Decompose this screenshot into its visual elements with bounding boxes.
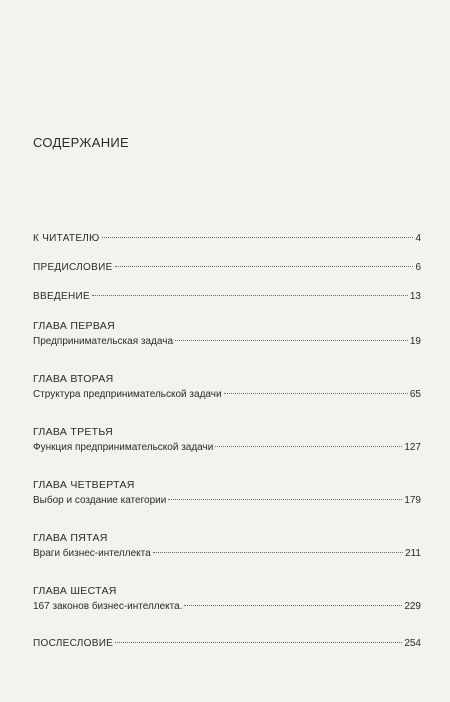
- dot-leader: [115, 642, 402, 643]
- toc-line: [33, 547, 421, 560]
- toc-entry-label: Структура предпринимательской задачи: [33, 389, 222, 400]
- toc-page-number: 19: [409, 336, 421, 347]
- dot-leader: [175, 340, 408, 341]
- toc-page-number: 4: [415, 233, 421, 244]
- dot-leader: [168, 499, 402, 500]
- toc-entry-chapter-4: [33, 478, 421, 507]
- toc-page-number: 65: [409, 389, 421, 400]
- toc-entry-label: Функция предпринимательской задачи: [33, 442, 214, 453]
- toc-entry-chapter-6: [33, 584, 421, 613]
- toc-entry-introduction: [33, 290, 421, 303]
- toc-entry-label: Враги бизнес-интеллекта: [33, 548, 151, 559]
- toc-page-number: 127: [404, 442, 421, 453]
- dot-leader: [102, 237, 414, 238]
- toc-line: [33, 600, 421, 613]
- toc-entry-label: Выбор и создание категории: [33, 495, 167, 506]
- toc-entry-chapter-3: [33, 425, 421, 454]
- toc-entry-label: ПРЕДИСЛОВИЕ: [33, 262, 113, 273]
- toc-entry-chapter-5: [33, 531, 421, 560]
- chapter-heading: ГЛАВА ПЕРВАЯ: [33, 320, 115, 332]
- dot-leader: [224, 393, 408, 394]
- dot-leader: [215, 446, 402, 447]
- toc-line: [33, 637, 421, 650]
- dot-leader: [184, 605, 402, 606]
- toc-page-number: 211: [405, 548, 421, 559]
- chapter-heading: ГЛАВА ШЕСТАЯ: [33, 585, 117, 597]
- toc-entry-label: К ЧИТАТЕЛЮ: [33, 233, 100, 244]
- toc-line: [33, 290, 421, 303]
- toc-entry-afterword: [33, 637, 421, 650]
- chapter-heading: ГЛАВА ПЯТАЯ: [33, 532, 108, 544]
- toc-page-number: 229: [404, 601, 421, 612]
- toc-page-number: 6: [415, 262, 421, 273]
- toc-line: [33, 261, 421, 274]
- toc-line: [33, 494, 421, 507]
- toc-entry-chapter-2: [33, 372, 421, 401]
- toc-entry-to-reader: [33, 232, 421, 245]
- toc-line: [33, 335, 421, 348]
- toc-entry-label: ВВЕДЕНИЕ: [33, 291, 90, 302]
- toc-entry-label: 167 законов бизнес-интеллекта.: [33, 601, 183, 612]
- dot-leader: [153, 552, 403, 553]
- toc-title: СОДЕРЖАНИЕ: [33, 135, 130, 150]
- toc-page-number: 254: [404, 638, 421, 649]
- toc-entry-label: ПОСЛЕСЛОВИЕ: [33, 638, 114, 649]
- toc-entry-label: Предпринимательская задача: [33, 336, 173, 347]
- toc-page-number: 13: [409, 291, 421, 302]
- chapter-heading: ГЛАВА ЧЕТВЕРТАЯ: [33, 479, 135, 491]
- toc-line: [33, 441, 421, 454]
- toc-page-number: 179: [404, 495, 421, 506]
- toc-list: [33, 232, 421, 650]
- toc-line: [33, 388, 421, 401]
- chapter-heading: ГЛАВА ТРЕТЬЯ: [33, 426, 114, 438]
- dot-leader: [115, 266, 414, 267]
- chapter-heading: ГЛАВА ВТОРАЯ: [33, 373, 114, 385]
- toc-line: [33, 232, 421, 245]
- dot-leader: [92, 295, 408, 296]
- toc-entry-preface: [33, 261, 421, 274]
- toc-entry-chapter-1: [33, 319, 421, 348]
